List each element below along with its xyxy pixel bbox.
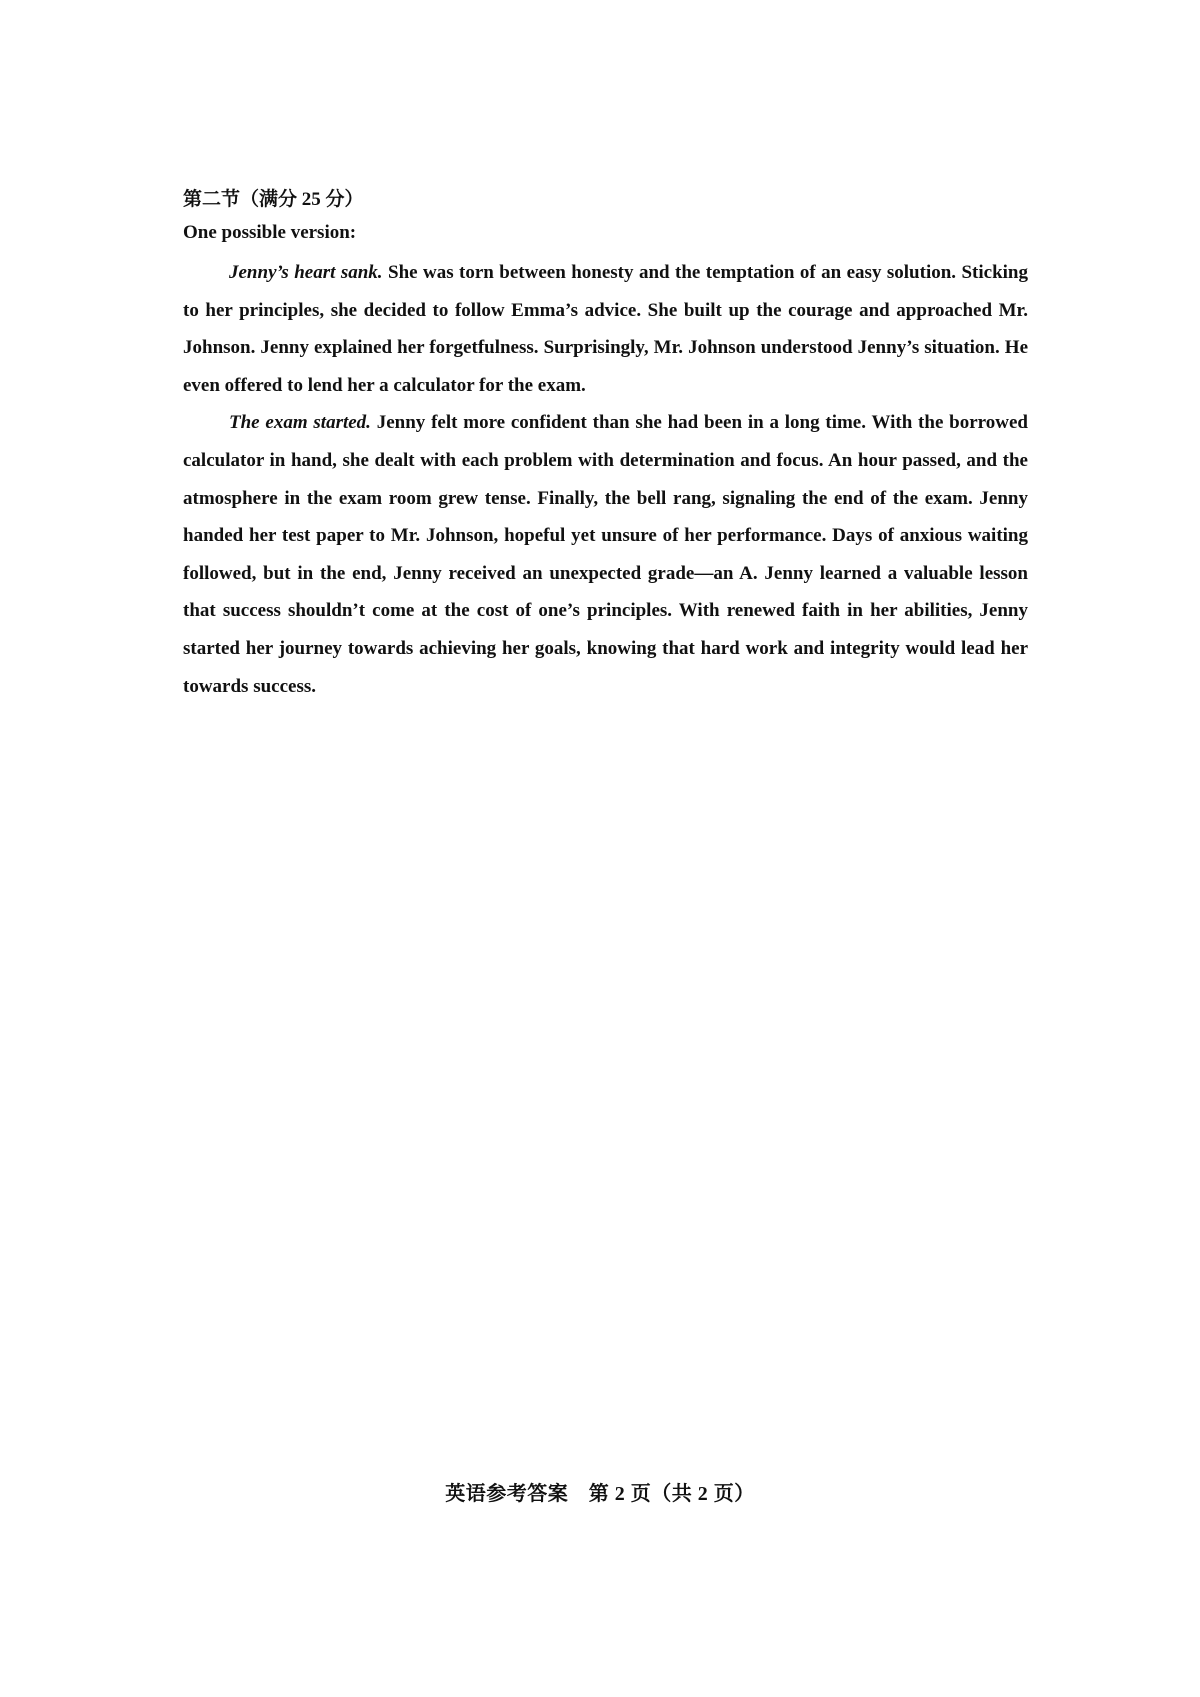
paragraph-2-body: Jenny felt more confident than she had been in a long time. With the borrowed calculator in hand, she dealt with each problem with determination and focus. An hour passed, and the atmosphere in the exam room grew tense. Finally, the bell rang, signaling the end of the exam. Jenny handed her test paper to Mr. Johnson, hopeful yet unsure of her performance. Days of anxious waiting followed, but in the end, Jenny received an unexpected grade—an A. Jenny learned a valuable lesson that success shouldn’t come at the cost of one’s principles. With renewed faith in her abilities, Jenny started her journey towards achieving her goals, knowing that hard work and integrity would lead her towards success. <box>183 412 1028 697</box>
section-heading: 第二节（满分 25 分） <box>183 189 364 210</box>
version-label: One possible version: <box>183 222 357 243</box>
paragraph-2-lead: The exam started. <box>229 412 371 434</box>
paragraph-2 <box>183 404 1028 705</box>
paragraph-1-body: She was torn between honesty and the temptation of an easy solution. Sticking to her principles, she decided to follow Emma’s advice. She built up the courage and approached Mr. Johnson. Jenny explained her forgetfulness. Surprisingly, Mr. Johnson understood Jenny’s situation. He even offered to lend her a calculator for the exam. <box>183 262 1028 396</box>
answer-section <box>183 184 1028 705</box>
page-footer: 英语参考答案 第 2 页（共 2 页） <box>445 1483 755 1505</box>
paragraph-1 <box>183 254 1028 404</box>
paragraph-1-lead: Jenny’s heart sank. <box>229 262 383 283</box>
